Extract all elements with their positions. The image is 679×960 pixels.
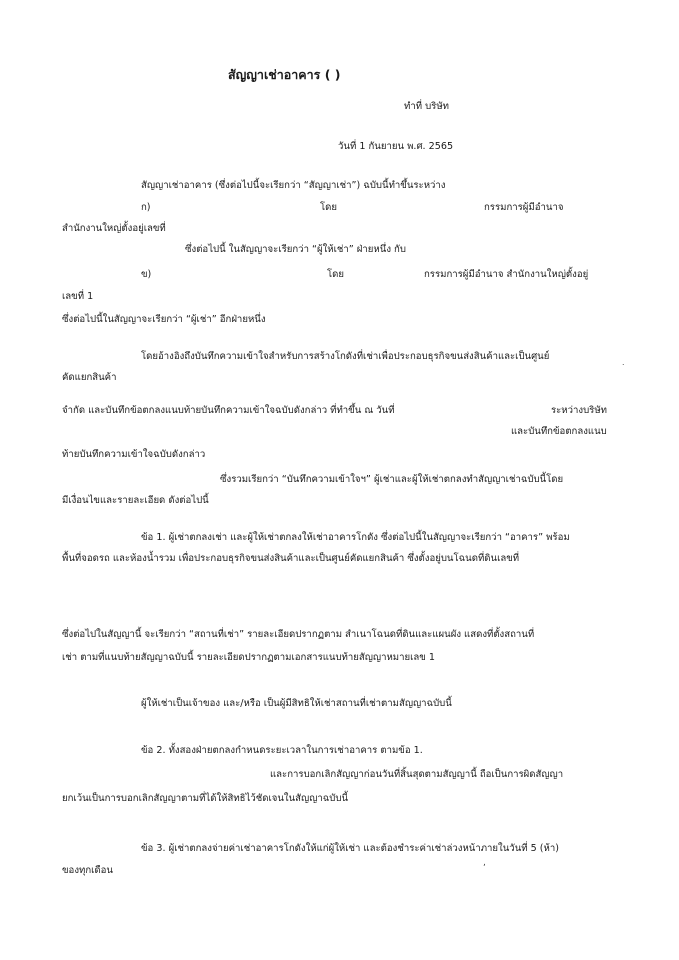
party-a-office: สำนักงานใหญ่ตั้งอยู่เลขที่ — [62, 223, 166, 234]
clause-3-line-1: ข้อ 3. ผู้เช่าตกลงจ่ายค่าเช่าอาคารโกดังให้แก่ผู้ให้เช่า และต้องชำระค่าเช่าล่วงหน้าภายในวันที่ 5 (ห้า) — [141, 843, 559, 854]
party-b-label: ข) — [141, 269, 152, 280]
party-a-director: กรรมการผู้มีอำนาจ — [484, 202, 564, 213]
clause-1-line-2: พื้นที่จอดรถ และห้องน้ำรวม เพื่อประกอบธุรกิจขนส่งสินค้าและเป็นศูนย์คัดแยกสินค้า ซึ่งตั้งอยู่บนโฉนดที่ดินเลขที่ — [62, 553, 520, 564]
party-b-number: เลขที่ 1 — [62, 291, 94, 302]
clause-2-line-3: ยกเว้นเป็นการบอกเลิกสัญญาตามที่ได้ให้สิทธิไว้ชัดเจนในสัญญาฉบับนี้ — [62, 793, 349, 804]
clause-1-line-4: เช่า ตามที่แนบท้ายสัญญาฉบับนี้ รายละเอียดปรากฏตามเอกสารแนบท้ายสัญญาหมายเลข 1 — [62, 652, 436, 663]
recital-line-5: ท้ายบันทึกความเข้าใจฉบับดังกล่าว — [62, 449, 206, 460]
recital-line-4: และบันทึกข้อตกลงแนบ — [511, 426, 607, 437]
party-b-hereafter: ซึ่งต่อไปนี้ในสัญญาจะเรียกว่า “ผู้เช่า” อีกฝ่ายหนึ่ง — [62, 314, 266, 325]
party-a-by: โดย — [320, 202, 338, 213]
recital-line-7: มีเงื่อนไขและรายละเอียด ดังต่อไปนี้ — [62, 495, 209, 506]
clause-1-line-1: ข้อ 1. ผู้เช่าตกลงเช่า และผู้ให้เช่าตกลงให้เช่าอาคารโกดัง ซึ่งต่อไปนี้ในสัญญาจะเรียกว่า “อาคาร” พร้อม — [141, 532, 570, 543]
clause-2-line-2: และการบอกเลิกสัญญาก่อนวันที่สิ้นสุดตามสัญญานี้ ถือเป็นการผิดสัญญา — [270, 769, 564, 780]
party-a-label: ก) — [141, 202, 151, 213]
party-a-hereafter: ซึ่งต่อไปนี้ ในสัญญาจะเรียกว่า “ผู้ให้เช่า” ฝ่ายหนึ่ง กับ — [185, 244, 406, 255]
recital-line-6: ซึ่งรวมเรียกว่า “บันทึกความเข้าใจฯ” ผู้เช่าและผู้ให้เช่าตกลงทำสัญญาเช่าฉบับนี้โดย — [220, 474, 564, 485]
party-b-director-office: กรรมการผู้มีอำนาจ สำนักงานใหญ่ตั้งอยู่ — [424, 269, 589, 280]
clause-1-line-3: ซึ่งต่อไปในสัญญานี้ จะเรียกว่า “สถานที่เช่า” รายละเอียดปรากฏตาม สำเนาโฉนดที่ดินและแผนผัง แสดงที่ตั้งสถานที่ — [62, 629, 535, 640]
recital-line-3b: ระหว่างบริษัท — [551, 405, 607, 416]
date-line: วันที่ 1 กันยายน พ.ศ. 2565 — [338, 141, 454, 152]
recital-line-2: คัดแยกสินค้า — [62, 372, 117, 383]
clause-2-line-1: ข้อ 2. ทั้งสองฝ่ายตกลงกำหนดระยะเวลาในการเช่าอาคาร ตามข้อ 1. — [141, 745, 423, 756]
document-title: สัญญาเช่าอาคาร ( ) — [228, 67, 341, 82]
clause-1-line-5: ผู้ให้เช่าเป็นเจ้าของ และ/หรือ เป็นผู้มีสิทธิให้เช่าสถานที่เช่าตามสัญญาฉบับนี้ — [141, 698, 452, 709]
scan-speck: , — [483, 858, 486, 868]
recital-line-3a: จำกัด และบันทึกข้อตกลงแนบท้ายบันทึกความเข้าใจฉบับดังกล่าว ที่ทำขึ้น ณ วันที่ — [62, 405, 395, 416]
recital-line-1: โดยอ้างอิงถึงบันทึกความเข้าใจสำหรับการสร้างโกดังที่เช่าเพื่อประกอบธุรกิจขนส่งสินค้าและเป็นศูนย์ — [141, 351, 550, 362]
party-b-by: โดย — [327, 269, 345, 280]
clause-3-line-2: ของทุกเดือน — [62, 865, 113, 876]
scan-speck: ˙ — [621, 364, 626, 374]
place-line: ทำที่ บริษัท — [404, 101, 449, 112]
intro-line: สัญญาเช่าอาคาร (ซึ่งต่อไปนี้จะเรียกว่า “สัญญาเช่า”) ฉบับนี้ทำขึ้นระหว่าง — [141, 180, 446, 191]
